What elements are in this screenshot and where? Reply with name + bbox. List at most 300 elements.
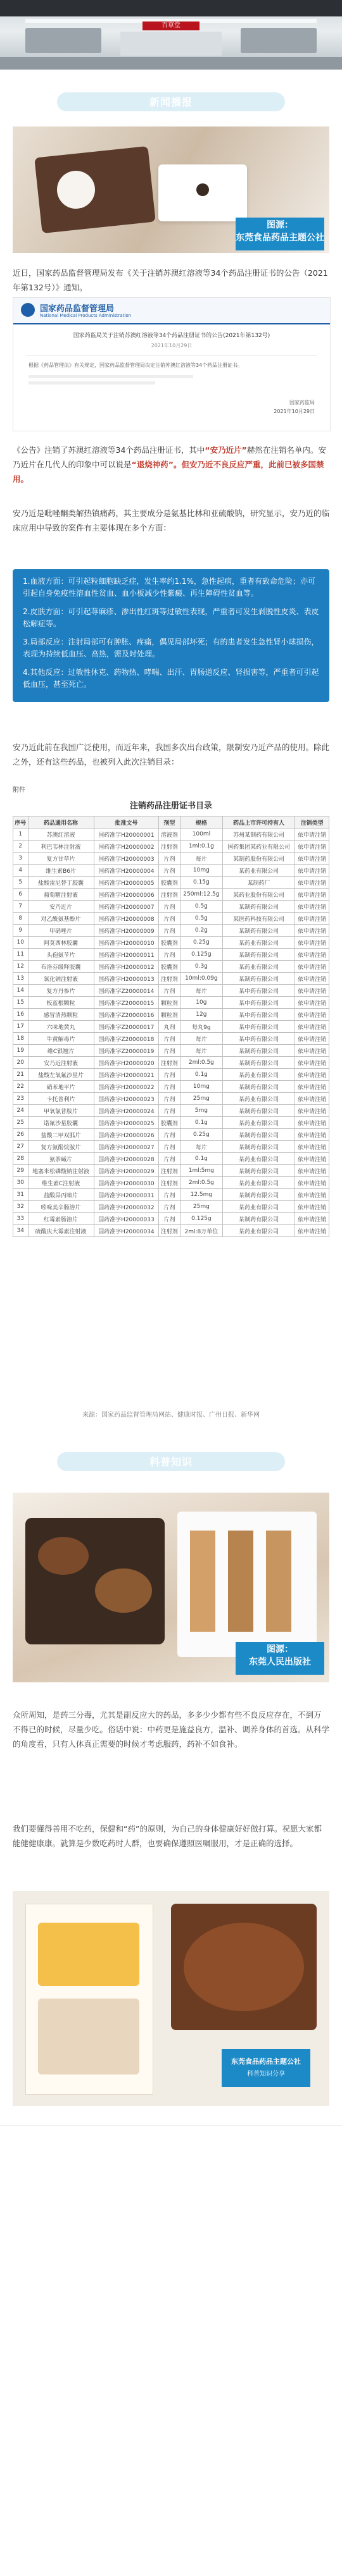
table-cell: 12g	[180, 1009, 222, 1021]
table-cell: 依申请注销	[295, 1057, 329, 1069]
table-cell: 2ml:8万单位	[180, 1225, 222, 1237]
table-cell: 盐酸二甲双胍片	[28, 1129, 94, 1141]
table-cell: 每片	[180, 985, 222, 997]
table-cell: 依申请注销	[295, 997, 329, 1009]
table-cell: 250ml:12.5g	[180, 889, 222, 901]
table-cell: 某中药有限公司	[223, 985, 295, 997]
table-cell: 0.1g	[180, 1069, 222, 1081]
table-cell: 依申请注销	[295, 925, 329, 937]
table-cell: 氯化钠注射液	[28, 973, 94, 985]
table-cell: 丸剂	[159, 1021, 180, 1033]
table-cell: 国药准字H20000028	[94, 1153, 158, 1165]
table-title: 注销药品注册证书目录	[129, 801, 212, 811]
table-cell: 某医药科技有限公司	[223, 913, 295, 925]
table-cell: 某药业有限公司	[223, 1069, 295, 1081]
table-cell: 某制药有限公司	[223, 1045, 295, 1057]
table-cell: 依申请注销	[295, 1141, 329, 1153]
table-cell: 0.15g	[180, 877, 222, 889]
table-row	[13, 1213, 329, 1225]
table-cell: 注射剂	[159, 1165, 180, 1177]
table-cell: 胶囊剂	[159, 1117, 180, 1129]
table-cell: 依申请注销	[295, 853, 329, 865]
table-cell: 某制药股份有限公司	[223, 853, 295, 865]
shop-sign: 百草堂	[142, 22, 200, 30]
table-cell: 维C银翘片	[28, 1045, 94, 1057]
paragraph-announcement: 《公告》注销了苏澳红溶液等34个药品注册证书，其中“安乃近片”赫然在注销名单内。安乃近片在几代人的印象中可以说是“退烧神药”。但安乃近不良反应严重，此前已被多国禁用。	[13, 445, 326, 484]
section-header-news	[0, 89, 342, 114]
table-cell: 国药准字H20000021	[94, 1069, 158, 1081]
table-cell: 依申请注销	[295, 1081, 329, 1093]
table-row	[13, 1129, 329, 1141]
table-cell: 11	[13, 949, 28, 961]
table-cell: 依申请注销	[295, 1093, 329, 1105]
table-cell: 国药准字H20000004	[94, 865, 158, 877]
table-cell: 国药集团某药业有限公司	[223, 841, 295, 853]
table-cell: 9	[13, 925, 28, 937]
table-cell: 国药准字H20000009	[94, 925, 158, 937]
table-cell: 片剂	[159, 853, 180, 865]
section-title: 新闻播报	[149, 96, 193, 108]
table-row	[13, 1021, 329, 1033]
table-cell: 12.5mg	[180, 1189, 222, 1201]
table-cell: 板蓝根颗粒	[28, 997, 94, 1009]
table-cell: 国药准字H20000005	[94, 877, 158, 889]
section-title: 科普知识	[149, 1456, 193, 1468]
table-cell: 4	[13, 865, 28, 877]
notice-date: 2021年10月29日	[151, 343, 193, 348]
table-cell: 某制药有限公司	[223, 925, 295, 937]
section-header-knowledge	[0, 1448, 342, 1474]
table-cell: 25mg	[180, 1201, 222, 1213]
table-cell: 国药准字H20000012	[94, 961, 158, 973]
table-cell: 注射剂	[159, 973, 180, 985]
table-cell: 盐酸异丙嗪片	[28, 1189, 94, 1201]
table-cell: 甲硝唑片	[28, 925, 94, 937]
table-cell: 甲氧氯普胺片	[28, 1105, 94, 1117]
highlight-anaijin: “安乃近片”	[205, 445, 247, 455]
table-cell: 片剂	[159, 1141, 180, 1153]
table-cell: 0.5g	[180, 901, 222, 913]
table-cell: 片剂	[159, 901, 180, 913]
notice-signature: 国家药监局	[289, 400, 315, 405]
notice-sign-date: 2021年10月29日	[274, 409, 315, 414]
table-cell: 红霉素肠溶片	[28, 1213, 94, 1225]
table-cell: 2ml:0.5g	[180, 1177, 222, 1189]
table-cell: 国药准字H20000027	[94, 1141, 158, 1153]
table-row	[13, 901, 329, 913]
table-cell: 26	[13, 1129, 28, 1141]
table-row	[13, 1201, 329, 1213]
table-header-cell: 序号	[13, 817, 28, 829]
table-cell: 5	[13, 877, 28, 889]
table-cell: 苏澳红溶液	[28, 829, 94, 841]
table-cell: 5mg	[180, 1105, 222, 1117]
table-cell: 片剂	[159, 865, 180, 877]
table-cell: 16	[13, 1009, 28, 1021]
table-cell: 国药准字H20000002	[94, 841, 158, 853]
table-cell: 10	[13, 937, 28, 949]
table-row	[13, 853, 329, 865]
table-cell: 国药准字H20000010	[94, 937, 158, 949]
table-cell: 2ml:0.5g	[180, 1057, 222, 1069]
table-cell: 国药准字Z20000015	[94, 997, 158, 1009]
table-cell: 依申请注销	[295, 1129, 329, 1141]
table-cell: 28	[13, 1153, 28, 1165]
table-cell: 国药准字H20000025	[94, 1117, 158, 1129]
table-cell: 氨茶碱片	[28, 1153, 94, 1165]
table-cell: 依申请注销	[295, 1165, 329, 1177]
table-cell: 国药准字H20000008	[94, 913, 158, 925]
table-row	[13, 1081, 329, 1093]
table-cell: 胶囊剂	[159, 877, 180, 889]
table-cell: 依申请注销	[295, 1177, 329, 1189]
table-cell: 国药准字H20000029	[94, 1165, 158, 1177]
table-cell: 某药业有限公司	[223, 1177, 295, 1189]
table-cell: 依申请注销	[295, 901, 329, 913]
table-cell: 某制药有限公司	[223, 901, 295, 913]
table-cell: 某药业有限公司	[223, 1201, 295, 1213]
table-cell: 片剂	[159, 985, 180, 997]
notice-body: 根据《药品管理法》有关规定，国家药品监督管理局决定注销苏澳红溶液等34个药品注册证书。	[28, 362, 243, 368]
table-cell: 1ml:0.1g	[180, 841, 222, 853]
table-cell: 0.125g	[180, 949, 222, 961]
table-cell: 34	[13, 1225, 28, 1237]
table-row	[13, 1141, 329, 1153]
table-cell: 每片	[180, 1141, 222, 1153]
promo-brand: 东莞食品药品主题公社	[231, 2057, 301, 2066]
pharmacy-hall-photo	[0, 0, 342, 70]
nmpa-emblem-icon	[21, 303, 35, 317]
table-cell: 国药准字Z20000016	[94, 1009, 158, 1021]
table-cell: 国药准字H20000020	[94, 1057, 158, 1069]
table-cell: 某制药有限公司	[223, 1141, 295, 1153]
table-row	[13, 841, 329, 853]
table-cell: 33	[13, 1213, 28, 1225]
table-row	[13, 1189, 329, 1201]
table-cell: 某药业有限公司	[223, 1093, 295, 1105]
table-row	[13, 985, 329, 997]
table-cell: 复方丹参片	[28, 985, 94, 997]
photo-caption: 图源： 东莞人民出版社	[236, 1642, 324, 1675]
table-cell: 国药准字H20000006	[94, 889, 158, 901]
table-cell: 依申请注销	[295, 1153, 329, 1165]
table-cell: 0.1g	[180, 1153, 222, 1165]
table-row	[13, 829, 329, 841]
table-cell: 23	[13, 1093, 28, 1105]
table-cell: 18	[13, 1033, 28, 1045]
table-cell: 国药准字H20000001	[94, 829, 158, 841]
table-cell: 某制药有限公司	[223, 949, 295, 961]
table-cell: 国药准字H20000032	[94, 1201, 158, 1213]
table-cell: 依申请注销	[295, 973, 329, 985]
table-row	[13, 1165, 329, 1177]
table-cell: 诺氟沙星胶囊	[28, 1117, 94, 1129]
table-cell: 国药准字H20000033	[94, 1213, 158, 1225]
table-row	[13, 1117, 329, 1129]
table-cell: 片剂	[159, 1033, 180, 1045]
table-cell: 依申请注销	[295, 1045, 329, 1057]
adverse-item: 4.其他反应：过敏性休克、药物热、哮喘、出汗、胃肠道反应、肾损害等，严重者可引起低血压，甚至死亡。	[23, 668, 319, 689]
table-cell: 复方甘草片	[28, 853, 94, 865]
table-cell: 依申请注销	[295, 1213, 329, 1225]
table-cell: 某中药有限公司	[223, 997, 295, 1009]
table-cell: 国药准字H20000022	[94, 1081, 158, 1093]
table-cell: 6	[13, 889, 28, 901]
table-cell: 某药业有限公司	[223, 937, 295, 949]
table-cell: 29	[13, 1165, 28, 1177]
table-row	[13, 949, 329, 961]
table-cell: 依申请注销	[295, 985, 329, 997]
table-cell: 1ml:5mg	[180, 1165, 222, 1177]
table-cell: 国药准字Z20000018	[94, 1033, 158, 1045]
table-header-cell: 注销类型	[295, 817, 329, 829]
table-row	[13, 1225, 329, 1237]
table-cell: 27	[13, 1141, 28, 1153]
table-cell: 3	[13, 853, 28, 865]
table-cell: 注射剂	[159, 889, 180, 901]
photo-caption: 图源： 东莞食品药品主题公社	[236, 218, 324, 250]
table-cell: 依申请注销	[295, 877, 329, 889]
table-cell: 利巴韦林注射液	[28, 841, 94, 853]
table-cell: 片剂	[159, 1153, 180, 1165]
table-row	[13, 1009, 329, 1021]
table-cell: 20	[13, 1057, 28, 1069]
table-cell: 依申请注销	[295, 1069, 329, 1081]
table-cell: 盐酸雷尼替丁胶囊	[28, 877, 94, 889]
promo-brand-box	[222, 2049, 310, 2087]
table-cell: 21	[13, 1069, 28, 1081]
table-cell: 依申请注销	[295, 913, 329, 925]
paragraph-health-wishes: 我们要懂得善用不吃药，保健和“药”的原则，为自己的身体健康好好做打算。祝愿大家都能健健康康。就算是少数吃药时人群，也要确保遵照医嘱服用，才是正确的选择。	[13, 1824, 322, 1848]
promo-subtitle: 科普知识分享	[247, 2071, 285, 2078]
adverse-item: 2.皮肤方面：可引起荨麻疹、渗出性红斑等过敏性表现，严重者可发生剥脱性皮炎、表皮松解症等。	[23, 607, 319, 628]
notice-title: 国家药监局关于注销苏澳红溶液等34个药品注册证书的公告(2021年第132号)	[73, 333, 270, 339]
table-header-cell: 剂型	[159, 817, 180, 829]
table-cell: 注射剂	[159, 841, 180, 853]
paragraph-pharmacology: 安乃近是吡唑酮类解热镇痛药，其主要成分是氨基比林和亚硫酸钠，研究显示，安乃近的临床应用中导致的案件有主要体现在多个方面：	[13, 508, 330, 533]
table-cell: 某制药有限公司	[223, 1189, 295, 1201]
table-cell: 硝苯地平片	[28, 1081, 94, 1093]
table-cell: 葡萄糖注射液	[28, 889, 94, 901]
table-cell: 19	[13, 1045, 28, 1057]
table-cell: 安乃近注射液	[28, 1057, 94, 1069]
table-cell: 国药准字H20000011	[94, 949, 158, 961]
table-cell: 硫酸庆大霉素注射液	[28, 1225, 94, 1237]
table-cell: 苏州某制药有限公司	[223, 829, 295, 841]
divider	[0, 2125, 342, 2126]
table-cell: 片剂	[159, 925, 180, 937]
table-cell: 吲哚美辛肠溶片	[28, 1201, 94, 1213]
table-cell: 片剂	[159, 1069, 180, 1081]
table-cell: 国药准字H20000007	[94, 901, 158, 913]
table-row	[13, 1177, 329, 1189]
table-row	[13, 1105, 329, 1117]
table-cell: 安乃近片	[28, 901, 94, 913]
table-cell: 片剂	[159, 1213, 180, 1225]
table-cell: 片剂	[159, 1093, 180, 1105]
table-header-cell: 批准文号	[94, 817, 158, 829]
table-cell: 国药准字Z20000014	[94, 985, 158, 997]
table-cell: 注射剂	[159, 1177, 180, 1189]
table-cell: 片剂	[159, 913, 180, 925]
table-cell: 0.2g	[180, 925, 222, 937]
table-cell: 国药准字H20000003	[94, 853, 158, 865]
table-cell: 依申请注销	[295, 1021, 329, 1033]
table-cell: 10ml:0.09g	[180, 973, 222, 985]
table-cell: 卡托普利片	[28, 1093, 94, 1105]
adverse-effects-box	[13, 569, 329, 702]
intro-paragraph: 近日，国家药品监督管理局发布《关于注销苏澳红溶液等34个药品注册证书的公告（2021年第132号）》通知。	[13, 268, 328, 292]
table-cell: 31	[13, 1189, 28, 1201]
table-cell: 片剂	[159, 1105, 180, 1117]
table-cell: 依申请注销	[295, 829, 329, 841]
table-row	[13, 937, 329, 949]
table-cell: 某制药有限公司	[223, 1105, 295, 1117]
table-cell: 每片	[180, 1045, 222, 1057]
table-cell: 0.5g	[180, 913, 222, 925]
table-cell: 13	[13, 973, 28, 985]
table-cell: 8	[13, 913, 28, 925]
table-cell: 依申请注销	[295, 1009, 329, 1021]
table-cell: 某药业有限公司	[223, 961, 295, 973]
table-cell: 依申请注销	[295, 1189, 329, 1201]
table-cell: 依申请注销	[295, 1033, 329, 1045]
table-cell: 0.25g	[180, 937, 222, 949]
table-row	[13, 925, 329, 937]
table-cell: 25mg	[180, 1093, 222, 1105]
table-cell: 某制药有限公司	[223, 1057, 295, 1069]
table-row	[13, 913, 329, 925]
site-name: 国家药品监督管理局	[40, 304, 115, 314]
table-cell: 头孢氨苄片	[28, 949, 94, 961]
table-cell: 某中药有限公司	[223, 1033, 295, 1045]
table-cell: 牛黄解毒片	[28, 1033, 94, 1045]
cancelled-drugs-table	[13, 816, 329, 1237]
table-row	[13, 961, 329, 973]
table-cell: 22	[13, 1081, 28, 1093]
table-cell: 每丸9g	[180, 1021, 222, 1033]
table-cell: 某药业股份有限公司	[223, 889, 295, 901]
table-cell: 注射剂	[159, 1225, 180, 1237]
bottom-promo-image	[13, 1891, 329, 2106]
table-cell: 某制药有限公司	[223, 1213, 295, 1225]
table-cell: 注射剂	[159, 1057, 180, 1069]
table-cell: 某制药厂	[223, 877, 295, 889]
table-cell: 依申请注销	[295, 1105, 329, 1117]
table-cell: 依申请注销	[295, 841, 329, 853]
table-row	[13, 1045, 329, 1057]
table-cell: 依申请注销	[295, 937, 329, 949]
nmpa-notice-screenshot	[13, 297, 331, 431]
table-cell: 0.3g	[180, 961, 222, 973]
table-cell: 25	[13, 1117, 28, 1129]
table-cell: 依申请注销	[295, 961, 329, 973]
table-row	[13, 1069, 329, 1081]
table-cell: 每片	[180, 853, 222, 865]
table-row	[13, 973, 329, 985]
table-cell: 某制药有限公司	[223, 973, 295, 985]
table-row	[13, 889, 329, 901]
table-row	[13, 1093, 329, 1105]
adverse-item: 1.血液方面：可引起粒细胞缺乏症，发生率约1.1%，急性起病，重者有致命危险；亦可引起自身免疫性溶血性贫血、血小板减少性紫癜、再生障碍性贫血等。	[23, 577, 315, 598]
table-cell: 10g	[180, 997, 222, 1009]
table-cell: 片剂	[159, 1201, 180, 1213]
table-cell: 国药准字H20000023	[94, 1093, 158, 1105]
table-cell: 某制药有限公司	[223, 1165, 295, 1177]
table-header-cell: 药品通用名称	[28, 817, 94, 829]
table-cell: 某制药有限公司	[223, 1129, 295, 1141]
table-cell: 某中药有限公司	[223, 1021, 295, 1033]
table-row	[13, 1057, 329, 1069]
table-cell: 片剂	[159, 1081, 180, 1093]
table-cell: 片剂	[159, 1045, 180, 1057]
table-cell: 12	[13, 961, 28, 973]
table-cell: 维生素B6片	[28, 865, 94, 877]
table-cell: 依申请注销	[295, 1225, 329, 1237]
table-cell: 依申请注销	[295, 949, 329, 961]
table-cell: 14	[13, 985, 28, 997]
source-note: 来源：国家药品监督管理局网站、健康时报、广州日报、新华网	[82, 1412, 260, 1419]
table-cell: 0.1g	[180, 1117, 222, 1129]
site-name-en: National Medical Products Administration	[40, 313, 132, 318]
table-cell: 0.125g	[180, 1213, 222, 1225]
table-row	[13, 865, 329, 877]
table-cell: 对乙酰氨基酚片	[28, 913, 94, 925]
paragraph-medication-advice: 众所周知，是药三分毒，尤其是副反应大的药品，多多少少都有些不良反应存在，不到万不得已的时候，尽量少吃。俗话中说：中药更是施益良方，温补、调养身体的首选。从科学的角度看，只有人体真正需要的时候才考虑服药，药补不如食补。	[13, 1710, 330, 1749]
table-row	[13, 1153, 329, 1165]
table-cell: 依申请注销	[295, 889, 329, 901]
table-cell: 颗粒剂	[159, 997, 180, 1009]
table-cell: 国药准字H20000030	[94, 1177, 158, 1189]
table-cell: 胶囊剂	[159, 961, 180, 973]
table-cell: 感冒清热颗粒	[28, 1009, 94, 1021]
table-cell: 某药业有限公司	[223, 865, 295, 877]
table-header-cell: 药品上市许可持有人	[223, 817, 295, 829]
table-row	[13, 1033, 329, 1045]
table-header-cell: 规格	[180, 817, 222, 829]
table-cell: 依申请注销	[295, 1117, 329, 1129]
table-cell: 国药准字Z20000019	[94, 1045, 158, 1057]
table-cell: 每片	[180, 1033, 222, 1045]
table-cell: 国药准字Z20000017	[94, 1021, 158, 1033]
table-cell: 某中药有限公司	[223, 1009, 295, 1021]
table-cell: 片剂	[159, 1129, 180, 1141]
table-cell: 某制药有限公司	[223, 1081, 295, 1093]
table-cell: 地塞米松磷酸钠注射液	[28, 1165, 94, 1177]
table-cell: 某药业有限公司	[223, 1153, 295, 1165]
table-cell: 颗粒剂	[159, 1009, 180, 1021]
table-cell: 24	[13, 1105, 28, 1117]
table-cell: 2	[13, 841, 28, 853]
table-cell: 1	[13, 829, 28, 841]
table-cell: 片剂	[159, 949, 180, 961]
table-cell: 复方氨酚烷胺片	[28, 1141, 94, 1153]
table-cell: 溶液剂	[159, 829, 180, 841]
table-cell: 盐酸左氧氟沙星片	[28, 1069, 94, 1081]
table-cell: 32	[13, 1201, 28, 1213]
table-cell: 国药准字H20000013	[94, 973, 158, 985]
table-cell: 30	[13, 1177, 28, 1189]
table-cell: 胶囊剂	[159, 937, 180, 949]
paragraph-restriction: 安乃近此前在我国广泛使用，而近年来，我国多次出台政策，限制安乃近产品的使用。除此之外，还有这些药品，也被列入此次注销目录：	[13, 743, 330, 767]
table-cell: 国药准字H20000034	[94, 1225, 158, 1237]
table-cell: 某药业有限公司	[223, 1225, 295, 1237]
table-cell: 某药业有限公司	[223, 1117, 295, 1129]
table-cell: 17	[13, 1021, 28, 1033]
table-cell: 片剂	[159, 1189, 180, 1201]
table-row	[13, 997, 329, 1009]
table-cell: 10mg	[180, 1081, 222, 1093]
